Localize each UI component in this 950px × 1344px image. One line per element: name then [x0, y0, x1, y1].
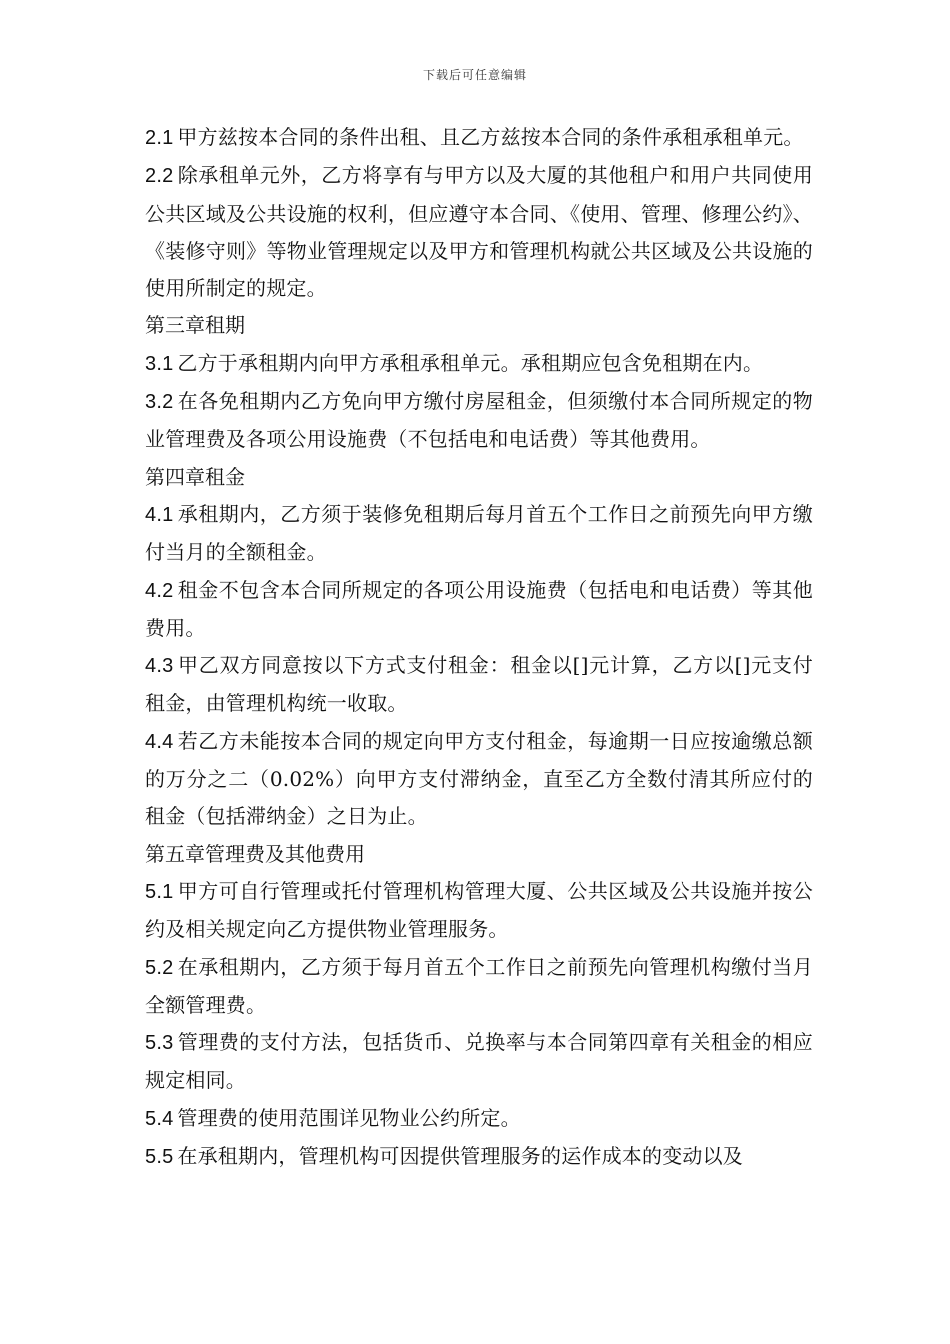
clause-5-5 — [145, 1138, 813, 1176]
clause-5-4 — [145, 1100, 813, 1138]
clause-3-2 — [145, 383, 813, 459]
chapter-heading-5: 第五章管理费及其他费用 — [145, 841, 365, 866]
clause-text: 甲方兹按本合同的条件出租、且乙方兹按本合同的条件承租承租单元。 — [177, 125, 804, 149]
clause-number: 2.1 — [145, 127, 174, 149]
clause-4-1 — [145, 496, 813, 572]
clause-2-2 — [145, 157, 813, 307]
clause-number: 4.1 — [145, 503, 174, 526]
clause-text: 甲乙双方同意按以下方式支付租金：租金以[]元计算，乙方以[]元支付租金，由管理机构统一收取。 — [145, 653, 813, 716]
clause-number: 5.3 — [145, 1032, 174, 1055]
clause-text: 甲方可自行管理或托付管理机构管理大厦、公共区域及公共设施并按公约及相关规定向乙方提供物业管理服务。 — [145, 878, 813, 942]
clause-text: 租金不包含本合同所规定的各项公用设施费（包括电和电话费）等其他费用。 — [145, 577, 813, 640]
clause-number: 3.2 — [145, 391, 174, 414]
clause-4-3 — [145, 647, 813, 723]
clause-text: 在承租期内，乙方须于每月首五个工作日之前预先向管理机构缴付当月全额管理费。 — [145, 954, 813, 1017]
document-body — [145, 119, 813, 1176]
clause-number: 5.2 — [145, 956, 174, 979]
chapter-heading-3: 第三章租期 — [145, 313, 245, 338]
clause-number: 3.1 — [145, 352, 174, 375]
clause-text: 乙方于承租期内向甲方承租承租单元。承租期应包含免租期在内。 — [177, 350, 764, 375]
clause-4-2 — [145, 572, 813, 648]
clause-number: 4.2 — [145, 579, 174, 602]
clause-4-4 — [145, 723, 813, 836]
clause-number: 5.4 — [145, 1107, 174, 1130]
clause-3-1 — [145, 345, 813, 383]
clause-text: 若乙方未能按本合同的规定向甲方支付租金，每逾期一日应按逾缴总额的万分之二（0.02%）向甲方支付滞纳金，直至乙方全数付清其所应付的租金（包括滞纳金）之日为止。 — [145, 728, 813, 829]
clause-2-1 — [145, 119, 813, 157]
clause-number: 5.1 — [145, 880, 174, 903]
clause-number: 2.2 — [145, 165, 174, 188]
chapter-heading-4: 第四章租金 — [145, 464, 245, 489]
clause-5-1 — [145, 873, 813, 949]
clause-text: 承租期内，乙方须于装修免租期后每月首五个工作日之前预先向甲方缴付当月的全额租金。 — [145, 501, 813, 565]
clause-text: 在各免租期内乙方免向甲方缴付房屋租金，但须缴付本合同所规定的物业管理费及各项公用设施费（不包括电和电话费）等其他费用。 — [145, 389, 813, 452]
clause-number: 5.5 — [145, 1146, 174, 1169]
header-note: 下载后可任意编辑 — [422, 68, 527, 82]
clause-text: 管理费的支付方法，包括货币、兑换率与本合同第四章有关租金的相应规定相同。 — [145, 1030, 813, 1093]
clause-number: 4.4 — [145, 730, 174, 753]
clause-5-2 — [145, 949, 813, 1025]
clause-number: 4.3 — [145, 655, 174, 678]
clause-text: 除承租单元外，乙方将享有与甲方以及大厦的其他租户和用户共同使用公共区域及公共设施的权利，但应遵守本合同、《使用、管理、修理公约》、《装修守则》等物业管理规定以及甲方和管理机构就公共区域及公共设施的使用所制定的规定。 — [145, 163, 813, 301]
clause-text: 管理费的使用范围详见物业公约所定。 — [177, 1105, 521, 1130]
clause-5-3 — [145, 1024, 813, 1100]
clause-text: 在承租期内，管理机构可因提供管理服务的运作成本的变动以及 — [177, 1144, 744, 1169]
